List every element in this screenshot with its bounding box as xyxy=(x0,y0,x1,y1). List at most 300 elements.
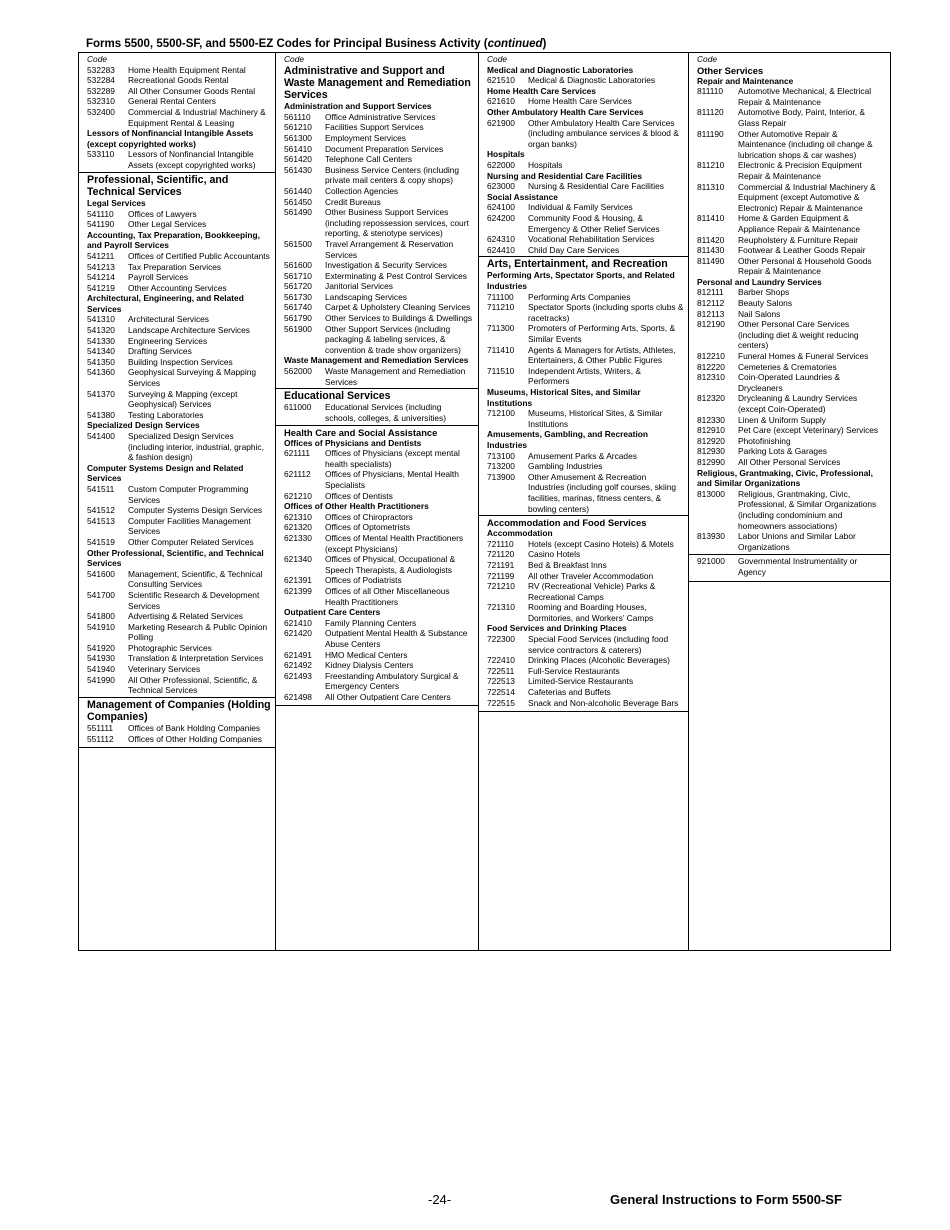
code-entry xyxy=(79,96,275,107)
activity-code: 541700 xyxy=(87,589,115,600)
code-entry xyxy=(79,653,275,664)
activity-description: Offices of Podiatrists xyxy=(325,575,402,586)
activity-code: 541400 xyxy=(87,431,115,441)
activity-code: 561790 xyxy=(284,313,312,324)
page-number: -24- xyxy=(428,1192,452,1207)
activity-code: 921000 xyxy=(697,556,725,567)
code-entry xyxy=(276,302,478,313)
activity-description: Reupholstery & Furniture Repair xyxy=(738,234,859,245)
activity-description: Parking Lots & Garages xyxy=(738,446,827,457)
activity-code: 561600 xyxy=(284,260,312,271)
activity-code: 541320 xyxy=(87,325,115,336)
activity-description: All Other Consumer Goods Rental xyxy=(128,85,256,96)
code-entry xyxy=(79,107,275,128)
code-entry xyxy=(276,575,478,586)
code-column-header: Code xyxy=(697,54,718,64)
activity-description: Office Administrative Services xyxy=(325,111,436,122)
activity-code: 621491 xyxy=(284,649,312,660)
activity-description: Other Accounting Services xyxy=(128,282,227,293)
code-entry xyxy=(479,602,688,623)
activity-description: Offices of Chiropractors xyxy=(325,511,413,522)
activity-code: 561420 xyxy=(284,154,312,165)
section-heading: Arts, Entertainment, and Recreation xyxy=(479,256,688,270)
column-end-rule xyxy=(689,578,890,582)
code-entry xyxy=(479,323,688,344)
activity-description: Automotive Body, Paint, Interior, & Glass Repair xyxy=(738,107,865,128)
subsection-heading: Administration and Support Services xyxy=(284,101,432,112)
code-entry xyxy=(479,366,688,387)
activity-description: Individual & Family Services xyxy=(528,202,633,213)
code-entry xyxy=(276,144,478,155)
activity-code: 541930 xyxy=(87,653,115,664)
code-entry xyxy=(276,512,478,523)
subsection-heading: Personal and Laundry Services xyxy=(697,276,822,287)
code-entry xyxy=(479,687,688,698)
activity-code: 541211 xyxy=(87,250,115,261)
activity-code: 812330 xyxy=(697,414,725,425)
activity-description: Family Planning Centers xyxy=(325,617,417,628)
activity-description: Medical & Diagnostic Laboratories xyxy=(528,75,656,86)
activity-code: 541800 xyxy=(87,611,115,622)
code-entry xyxy=(689,129,890,161)
activity-code: 532283 xyxy=(87,64,115,75)
code-entry xyxy=(479,634,688,655)
activity-description: Other Automotive Repair & Maintenance (including oil change & lubrication shops & car washes) xyxy=(738,128,873,160)
subsection-heading: Hospitals xyxy=(487,149,525,160)
activity-description: Telephone Call Centers xyxy=(325,154,413,165)
activity-code: 541910 xyxy=(87,621,115,632)
activity-code: 722511 xyxy=(487,665,515,676)
activity-description: Independent Artists, Writers, & Performers xyxy=(528,365,641,387)
activity-code: 624100 xyxy=(487,202,515,213)
subsection-heading: Food Services and Drinking Places xyxy=(487,623,627,634)
code-entry xyxy=(689,160,890,181)
activity-code: 621610 xyxy=(487,96,515,107)
activity-code: 561430 xyxy=(284,164,312,175)
code-entry xyxy=(276,186,478,197)
activity-description: Business Service Centers (including private mail centers & copy shops) xyxy=(325,164,460,186)
activity-description: Other Personal Care Services (including diet & weight reducing centers) xyxy=(738,319,859,351)
page-title: Forms 5500, 5500-SF, and 5500-EZ Codes for Principal Business Activity (continued) xyxy=(86,38,547,50)
activity-code: 561500 xyxy=(284,238,312,249)
code-entry xyxy=(479,461,688,472)
code-entry xyxy=(276,165,478,186)
code-entry xyxy=(479,302,688,323)
activity-description: Payroll Services xyxy=(128,272,189,283)
activity-code: 722300 xyxy=(487,634,515,645)
subsection-heading: Offices of Physicians and Dentists xyxy=(284,437,422,448)
activity-code: 712100 xyxy=(487,408,515,419)
activity-code: 813000 xyxy=(697,488,725,499)
code-entry xyxy=(79,149,275,170)
activity-description: Other Personal & Household Goods Repair & Maintenance xyxy=(738,255,872,277)
subsection-heading: Offices of Other Health Practitioners xyxy=(284,501,429,512)
activity-code: 812190 xyxy=(697,319,725,330)
code-entry xyxy=(79,723,275,734)
code-entry xyxy=(479,96,688,107)
code-entry xyxy=(79,283,275,294)
code-entry xyxy=(689,287,890,298)
activity-code: 621111 xyxy=(284,448,311,459)
activity-code: 561450 xyxy=(284,196,312,207)
code-entry xyxy=(479,539,688,550)
activity-code: 621492 xyxy=(284,660,312,671)
activity-code: 624310 xyxy=(487,234,515,245)
code-column-header: Code xyxy=(87,54,108,64)
code-entry xyxy=(79,325,275,336)
section-heading: Educational Services xyxy=(276,388,478,402)
code-entry xyxy=(79,367,275,388)
activity-code: 541920 xyxy=(87,642,115,653)
activity-code: 711410 xyxy=(487,344,515,355)
code-entry xyxy=(479,408,688,429)
activity-description: Nursing & Residential Care Facilities xyxy=(528,181,664,192)
activity-description: Scientific Research & Development Services xyxy=(128,589,260,611)
activity-description: Advertising & Related Services xyxy=(128,611,243,622)
code-entry xyxy=(79,86,275,97)
code-entry xyxy=(479,676,688,687)
activity-description: Gambling Industries xyxy=(528,461,603,472)
activity-code: 711210 xyxy=(487,302,515,313)
activity-code: 541219 xyxy=(87,282,115,293)
activity-description: Tax Preparation Services xyxy=(128,261,222,272)
code-entry xyxy=(479,451,688,462)
activity-description: Credit Bureaus xyxy=(325,196,381,207)
activity-description: Snack and Non-alcoholic Beverage Bars xyxy=(528,697,679,708)
code-entry xyxy=(79,622,275,643)
code-entry xyxy=(689,235,890,246)
activity-code: 812113 xyxy=(697,308,725,319)
activity-description: All Other Personal Services xyxy=(738,456,841,467)
activity-code: 541600 xyxy=(87,568,115,579)
activity-code: 812220 xyxy=(697,361,725,372)
activity-description: Home Health Care Services xyxy=(528,96,632,107)
code-entry xyxy=(689,309,890,320)
code-entry xyxy=(479,472,688,514)
activity-code: 533110 xyxy=(87,149,115,160)
activity-description: Community Food & Housing, & Emergency & Other Relief Services xyxy=(528,212,660,234)
code-entry xyxy=(479,234,688,245)
activity-description: Drinking Places (Alcoholic Beverages) xyxy=(528,655,670,666)
activity-code: 811310 xyxy=(697,181,725,192)
code-entry xyxy=(689,554,890,577)
code-entry xyxy=(479,549,688,560)
code-entry xyxy=(479,245,688,256)
activity-description: Bed & Breakfast Inns xyxy=(528,559,607,570)
activity-description: Outpatient Mental Health & Substance Abuse Centers xyxy=(325,628,468,649)
activity-description: Testing Laboratories xyxy=(128,409,204,420)
activity-code: 722515 xyxy=(487,697,515,708)
activity-description: Other Services to Buildings & Dwellings xyxy=(325,313,473,324)
code-entry xyxy=(689,107,890,128)
code-entry xyxy=(79,590,275,611)
activity-description: Child Day Care Services xyxy=(528,244,620,255)
activity-code: 722410 xyxy=(487,655,515,666)
activity-code: 541110 xyxy=(87,208,114,219)
subsection-heading: Amusements, Gambling, and Recreation Industries xyxy=(487,429,649,450)
activity-code: 561490 xyxy=(284,207,312,218)
activity-code: 621310 xyxy=(284,511,312,522)
code-entry xyxy=(479,345,688,366)
activity-description: Pet Care (except Veterinary) Services xyxy=(738,425,879,436)
code-entry xyxy=(276,133,478,144)
activity-code: 624200 xyxy=(487,212,515,223)
activity-code: 721110 xyxy=(487,538,514,549)
code-entry xyxy=(479,698,688,709)
activity-description: Geophysical Surveying & Mapping Services xyxy=(128,367,257,389)
activity-description: Offices of Dentists xyxy=(325,490,393,501)
activity-code: 532284 xyxy=(87,75,115,86)
activity-description: Hotels (except Casino Hotels) & Motels xyxy=(528,538,674,549)
section-heading: Health Care and Social Assistance xyxy=(276,425,478,438)
code-entry xyxy=(479,75,688,86)
code-entry xyxy=(79,569,275,590)
activity-code: 713200 xyxy=(487,461,515,472)
activity-code: 621399 xyxy=(284,585,312,596)
code-entry xyxy=(79,262,275,273)
activity-description: Offices of Physicians, Mental Health Specialists xyxy=(325,469,459,490)
activity-description: Document Preparation Services xyxy=(325,143,444,154)
code-entry xyxy=(479,666,688,677)
code-entry xyxy=(79,219,275,230)
code-entry xyxy=(79,410,275,421)
activity-code: 541990 xyxy=(87,674,115,685)
activity-description: Limited-Service Restaurants xyxy=(528,676,634,687)
code-entry xyxy=(276,292,478,303)
activity-code: 811190 xyxy=(697,128,724,139)
activity-description: Coin-Operated Laundries & Drycleaners xyxy=(738,372,840,393)
section-heading: Other Services xyxy=(697,64,764,76)
code-entry xyxy=(276,692,478,703)
subsection-heading: Lessors of Nonfinancial Intangible Assets (except copyrighted works) xyxy=(87,128,254,149)
subsection-heading: Home Health Care Services xyxy=(487,85,596,96)
code-entry xyxy=(79,314,275,325)
code-entry xyxy=(689,457,890,468)
code-entry xyxy=(479,118,688,150)
code-entry xyxy=(79,664,275,675)
code-entry xyxy=(79,537,275,548)
code-entry xyxy=(79,65,275,76)
subsection-heading: Other Ambulatory Health Care Services xyxy=(487,106,644,117)
activity-description: Nail Salons xyxy=(738,308,781,319)
activity-description: Photographic Services xyxy=(128,642,212,653)
code-entry xyxy=(276,628,478,649)
activity-code: 711100 xyxy=(487,291,514,302)
subsection-heading: Architectural, Engineering, and Related Services xyxy=(87,293,244,314)
activity-code: 551112 xyxy=(87,733,114,744)
activity-description: Veterinary Services xyxy=(128,664,201,675)
activity-description: Religious, Grantmaking, Civic, Professional, & Similar Organizations (including condominium and homeowners associations) xyxy=(738,488,877,531)
activity-code: 621112 xyxy=(284,469,311,480)
activity-code: 541370 xyxy=(87,388,115,399)
section-heading: Professional, Scientific, and Technical Services xyxy=(79,172,275,198)
code-entry xyxy=(276,448,478,469)
activity-description: Translation & Interpretation Services xyxy=(128,653,264,664)
activity-description: Agents & Managers for Artists, Athletes, Entertainers, & Other Public Figures xyxy=(528,344,676,366)
activity-code: 811210 xyxy=(697,160,725,171)
code-entry xyxy=(79,611,275,622)
activity-description: Rooming and Boarding Houses, Dormitories, and Workers’ Camps xyxy=(528,602,654,623)
code-entry xyxy=(479,202,688,213)
activity-description: Facilities Support Services xyxy=(325,122,424,133)
document-footer-title: General Instructions to Form 5500-SF xyxy=(610,1192,842,1207)
code-entry xyxy=(79,336,275,347)
activity-code: 812310 xyxy=(697,372,725,383)
activity-code: 561900 xyxy=(284,323,312,334)
code-entry xyxy=(689,372,890,393)
activity-code: 621391 xyxy=(284,575,312,586)
activity-description: RV (Recreational Vehicle) Parks & Recreational Camps xyxy=(528,581,656,602)
activity-code: 721210 xyxy=(487,581,515,592)
activity-description: Museums, Historical Sites, & Similar Institutions xyxy=(528,408,663,429)
subsection-heading: Social Assistance xyxy=(487,191,558,202)
activity-code: 611000 xyxy=(284,402,312,413)
activity-description: Full-Service Restaurants xyxy=(528,665,620,676)
section-heading: Management of Companies (Holding Companies) xyxy=(79,697,275,723)
code-entry xyxy=(276,618,478,629)
subsection-heading: Museums, Historical Sites, and Similar Institutions xyxy=(487,387,641,408)
activity-description: Drycleaning & Laundry Services (except Coin-Operated) xyxy=(738,393,858,414)
activity-description: Other Ambulatory Health Care Services (including ambulance services & blood & organ banks) xyxy=(528,117,679,149)
activity-code: 541310 xyxy=(87,314,115,325)
activity-code: 721120 xyxy=(487,549,515,560)
activity-code: 541940 xyxy=(87,664,115,675)
activity-code: 532310 xyxy=(87,96,115,107)
activity-description: Special Food Services (including food service contractors & caterers) xyxy=(528,634,669,655)
subsection-heading: Other Professional, Scientific, and Technical Services xyxy=(87,547,264,569)
activity-description: Home Health Equipment Rental xyxy=(128,64,246,75)
activity-description: Other Legal Services xyxy=(128,219,207,230)
code-entry xyxy=(689,86,890,107)
code-entry xyxy=(689,362,890,373)
code-entry xyxy=(689,182,890,214)
activity-description: Offices of Physical, Occupational & Speech Therapists, & Audiologists xyxy=(325,554,456,575)
code-entry xyxy=(689,436,890,447)
activity-code: 621410 xyxy=(284,617,312,628)
code-entry xyxy=(689,415,890,426)
code-entry xyxy=(276,491,478,502)
column-end-rule xyxy=(79,744,275,748)
code-entry xyxy=(276,271,478,282)
code-entry xyxy=(276,586,478,607)
activity-code: 812111 xyxy=(697,287,724,298)
activity-code: 541190 xyxy=(87,219,115,230)
activity-description: Offices of Mental Health Practitioners (except Physicians) xyxy=(325,532,464,554)
code-entry xyxy=(689,351,890,362)
code-entry xyxy=(689,531,890,552)
activity-description: Offices of all Other Miscellaneous Health Practitioners xyxy=(325,585,450,607)
code-entry xyxy=(479,581,688,602)
activity-description: Offices of Other Holding Companies xyxy=(128,733,262,744)
activity-description: Landscape Architecture Services xyxy=(128,325,250,336)
code-entry xyxy=(689,298,890,309)
activity-description: Commercial & Industrial Machinery & Equipment (except Automotive & Electronic) Repair & Maintenance xyxy=(738,181,876,213)
code-entry xyxy=(479,213,688,234)
activity-code: 811410 xyxy=(697,213,725,224)
code-entry xyxy=(276,650,478,661)
subsection-heading: Accounting, Tax Preparation, Bookkeeping, and Payroll Services xyxy=(87,229,260,251)
activity-description: Performing Arts Companies xyxy=(528,291,631,302)
section-heading: Administrative and Support and Waste Management and Remediation Services xyxy=(284,64,471,101)
activity-code: 812320 xyxy=(697,393,725,404)
subsection-heading: Outpatient Care Centers xyxy=(284,607,381,618)
activity-description: Governmental Instrumentality or Agency xyxy=(738,556,858,577)
activity-code: 561210 xyxy=(284,122,312,133)
activity-code: 812930 xyxy=(697,446,725,457)
activity-code: 541214 xyxy=(87,272,115,283)
code-entry xyxy=(276,469,478,490)
code-entry xyxy=(689,213,890,234)
activity-description: Investigation & Security Services xyxy=(325,260,447,271)
activity-description: Beauty Salons xyxy=(738,298,793,309)
activity-code: 623000 xyxy=(487,181,515,192)
subsection-heading: Accommodation xyxy=(487,528,553,539)
code-entry xyxy=(79,505,275,516)
code-entry xyxy=(479,560,688,571)
activity-code: 562000 xyxy=(284,366,312,377)
activity-description: Spectator Sports (including sports clubs & racetracks) xyxy=(528,302,684,323)
activity-description: Custom Computer Programming Services xyxy=(128,483,249,505)
activity-description: General Rental Centers xyxy=(128,96,216,107)
code-entry xyxy=(276,402,478,423)
code-entry xyxy=(79,209,275,220)
activity-description: Other Computer Related Services xyxy=(128,536,254,547)
activity-code: 811110 xyxy=(697,86,724,97)
activity-description: Other Support Services (including packaging & labeling services, & convention & trade show organizers) xyxy=(325,323,461,355)
activity-code: 812990 xyxy=(697,456,725,467)
activity-code: 541340 xyxy=(87,346,115,357)
activity-code: 621320 xyxy=(284,522,312,533)
code-entry xyxy=(79,251,275,262)
activity-code: 551111 xyxy=(87,723,114,734)
activity-description: Freestanding Ambulatory Surgical & Emergency Centers xyxy=(325,670,459,692)
activity-code: 713100 xyxy=(487,450,515,461)
subsection-heading: Repair and Maintenance xyxy=(697,75,794,86)
activity-code: 812210 xyxy=(697,351,725,362)
code-entry xyxy=(276,122,478,133)
subsection-heading: Religious, Grantmaking, Civic, Professional, and Similar Organizations xyxy=(697,467,873,489)
activity-description: Cemeteries & Crematories xyxy=(738,361,837,372)
code-entry xyxy=(79,484,275,505)
subsection-heading: Computer Systems Design and Related Services xyxy=(87,462,244,484)
activity-description: Specialized Design Services (including interior, industrial, graphic, & fashion design) xyxy=(128,431,264,463)
activity-code: 811420 xyxy=(697,234,725,245)
code-entry xyxy=(79,675,275,696)
activity-description: Waste Management and Remediation Services xyxy=(325,366,466,387)
activity-code: 812910 xyxy=(697,425,725,436)
activity-description: Employment Services xyxy=(325,132,406,143)
activity-code: 722514 xyxy=(487,687,515,698)
code-column-header: Code xyxy=(487,54,508,64)
activity-code: 561730 xyxy=(284,291,312,302)
activity-description: Electronic & Precision Equipment Repair & Maintenance xyxy=(738,160,862,181)
activity-description: Other Business Support Services (including repossession services, court reporting, & stenotype services) xyxy=(325,207,469,239)
activity-code: 621493 xyxy=(284,670,312,681)
activity-description: Promoters of Performing Arts, Sports, & Similar Events xyxy=(528,323,676,345)
code-entry xyxy=(79,431,275,463)
code-entry xyxy=(689,245,890,256)
activity-description: Computer Systems Design Services xyxy=(128,505,263,516)
activity-code: 621900 xyxy=(487,117,515,128)
code-entry xyxy=(689,425,890,436)
activity-code: 561300 xyxy=(284,132,312,143)
activity-description: Computer Facilities Management Services xyxy=(128,515,251,537)
activity-code: 622000 xyxy=(487,159,515,170)
code-entry xyxy=(276,239,478,260)
code-entry xyxy=(276,154,478,165)
activity-code: 561110 xyxy=(284,111,311,122)
activity-code: 541360 xyxy=(87,367,115,378)
